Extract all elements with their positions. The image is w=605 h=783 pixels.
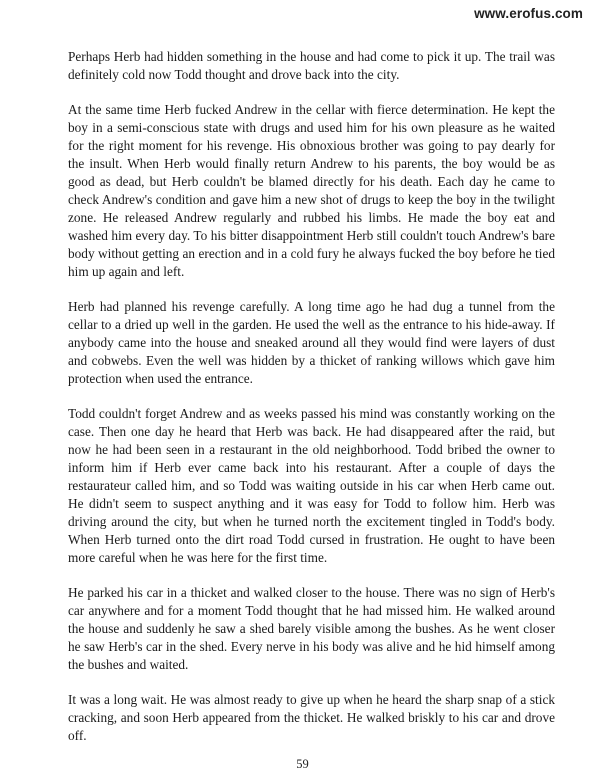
paragraph-6: It was a long wait. He was almost ready to give up when he heard the sharp snap of a stick cracking, and soon Herb appeared from the thicket. He walked briskly to his car and drove off. xyxy=(68,692,555,743)
paragraph-1: Perhaps Herb had hidden something in the house and had come to pick it up. The trail was definitely cold now Todd thought and drove back into the city. xyxy=(68,49,555,82)
paragraph-4: Todd couldn't forget Andrew and as weeks passed his mind was constantly working on the case. Then one day he heard that Herb was back. He had disappeared after the raid, but now he had been seen in a restaurant in the old neighborhood. Todd bribed the owner to inform him if Herb ever came back into his restaurant. After a couple of days the restaurateur called him, and so Todd was waiting outside in his car when Herb came out. He didn't seem to suspect anything and it was easy for Todd to follow him. Herb was driving around the city, but when he turned north the excitement tingled in Todd's body. When Herb turned onto the dirt road Todd cursed in frustration. He ought to have been more careful when he was here for the first time. xyxy=(68,406,555,565)
watermark: www.erofus.com xyxy=(474,6,583,21)
page-body xyxy=(68,48,555,762)
paragraph-5: He parked his car in a thicket and walked closer to the house. There was no sign of Herb's car anywhere and for a moment Todd thought that he had missed him. He walked around the house and suddenly he saw a shed barely visible among the bushes. As he went closer he saw Herb's car in the shed. Every nerve in his body was alive and he hid himself among the bushes and waited. xyxy=(68,585,555,672)
paragraph-3: Herb had planned his revenge carefully. A long time ago he had dug a tunnel from the cellar to a dried up well in the garden. He used the well as the entrance to his hide-away. If anybody came into the house and sneaked around all they would find were layers of dust and cobwebs. Even the well was hidden by a thicket of ranking willows which gave him protection when used the entrance. xyxy=(68,299,555,386)
page-number: 59 xyxy=(296,757,309,771)
paragraph-2: At the same time Herb fucked Andrew in the cellar with fierce determination. He kept the boy in a semi-conscious state with drugs and used him for his own pleasure as he waited for the right moment for his revenge. His obnoxious brother was going to pay dearly for the insult. When Herb would finally return Andrew to his parents, the boy would be as good as dead, but Herb couldn't be blamed directly for his death. Each day he came to check Andrew's condition and gave him a new shot of drugs to keep the boy in the twilight zone. He released Andrew regularly and rubbed his limbs. He made the boy eat and washed him every day. To his bitter disappointment Herb still couldn't touch Andrew's bare body without getting an erection and in a cold fury he always fucked the boy before he tied him up again and left. xyxy=(68,102,555,279)
